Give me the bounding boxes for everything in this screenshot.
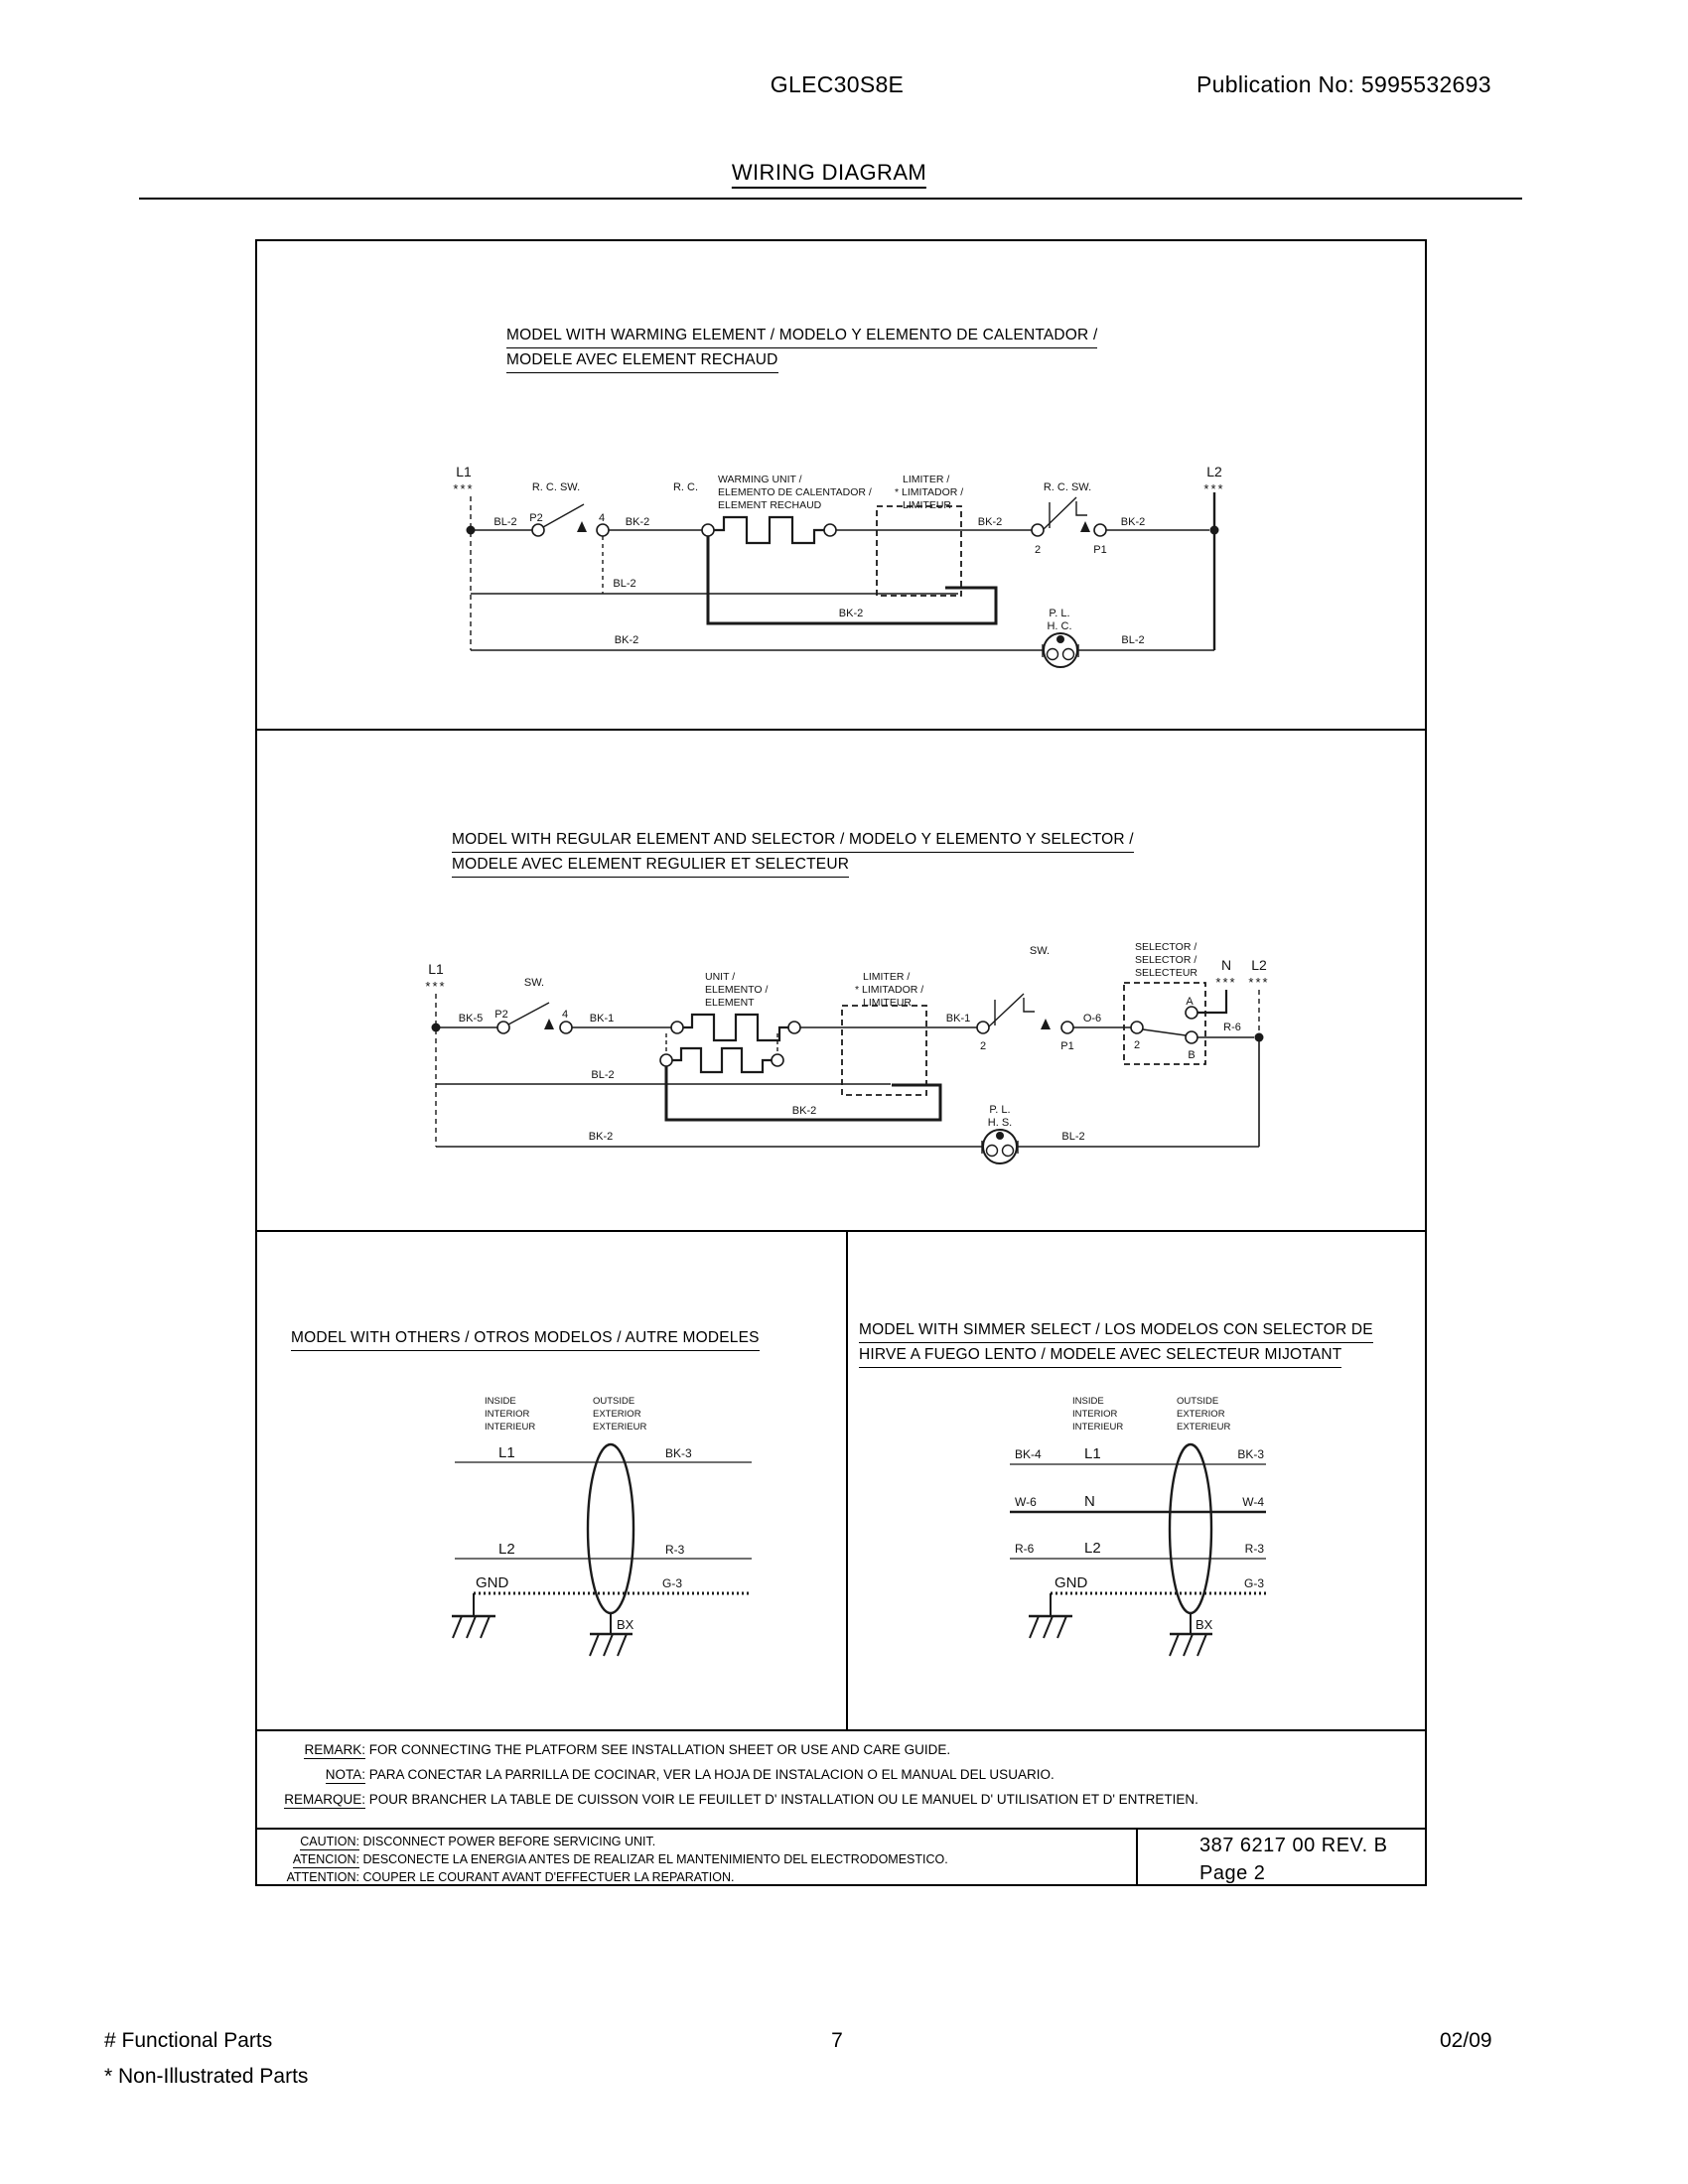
terminal-label-2: 2 xyxy=(1133,1039,1141,1051)
wire-label-r3: R-3 xyxy=(1244,1542,1264,1556)
switch-blade xyxy=(508,1003,549,1024)
selector-label-2: SELECTOR / xyxy=(1135,954,1197,966)
caution-label: CAUTION: xyxy=(300,1835,359,1848)
inside-label-2: INTERIOR xyxy=(485,1409,530,1420)
unit-label-2: ELEMENTO / xyxy=(705,984,769,996)
header-model: GLEC30S8E xyxy=(770,71,905,97)
nota-label: NOTA: xyxy=(325,1767,365,1782)
terminal-label-b: B xyxy=(1188,1049,1196,1061)
outside-label-2: EXTERIOR xyxy=(1177,1409,1225,1420)
wire-label-bl2: BL-2 xyxy=(1061,1131,1085,1143)
remark-row-3 xyxy=(260,1792,1198,1809)
circuit-regular-element-selector xyxy=(255,730,1427,1229)
wire-label-bl2: BL-2 xyxy=(613,578,636,590)
non-illustrated-marker: *** xyxy=(425,979,447,994)
non-illustrated-marker: *** xyxy=(1215,975,1237,990)
outside-label-3: EXTERIEUR xyxy=(1177,1422,1231,1433)
conduit-ellipse xyxy=(1170,1444,1211,1613)
wire-label-bk3: BK-3 xyxy=(1237,1447,1264,1461)
pilot-light-hs xyxy=(982,1130,1018,1163)
rc-label: R. C. xyxy=(672,481,698,493)
outside-label-2: EXTERIOR xyxy=(593,1409,641,1420)
selector-label-1: SELECTOR / xyxy=(1135,941,1197,953)
limiter-label-1: LIMITER / xyxy=(903,474,950,485)
element-lower-loop-symbol xyxy=(672,1048,772,1072)
terminal-label-4: 4 xyxy=(598,512,606,524)
wire-label-bk3: BK-3 xyxy=(665,1446,692,1460)
section3-left-title: MODEL WITH OTHERS / OTROS MODELOS / AUTRE MODELES xyxy=(291,1326,760,1351)
terminal-label-p2: P2 xyxy=(529,512,543,524)
switch-blade xyxy=(1044,497,1076,529)
inside-label-1: INSIDE xyxy=(1072,1396,1104,1407)
non-illustrated-marker: *** xyxy=(1248,975,1270,990)
wire-label-bk2: BK-2 xyxy=(1120,516,1146,528)
limiter-box xyxy=(877,506,961,596)
l1-node xyxy=(467,526,476,535)
docnum-divider xyxy=(1136,1828,1138,1884)
publication-number: Publication No: 5995532693 xyxy=(1196,71,1491,97)
terminal-label-p1: P1 xyxy=(1060,1040,1074,1052)
warming-unit-label-3: ELEMENT RECHAUD xyxy=(718,499,822,511)
ground-symbol xyxy=(452,1616,495,1638)
rc-switch-label: R. C. SW. xyxy=(531,481,581,493)
sheet-page-label: Page 2 xyxy=(1199,1862,1266,1884)
pilot-label-pl: P. L. xyxy=(989,1104,1011,1116)
bx-label: BX xyxy=(617,1617,634,1632)
wire-label-w4: W-4 xyxy=(1242,1495,1264,1509)
circuit-warming-element xyxy=(255,240,1427,727)
wires xyxy=(471,492,1214,650)
pilot-label-hs: H. S. xyxy=(987,1117,1013,1129)
pilot-label-pl: P. L. xyxy=(1049,608,1070,619)
warming-unit-label-2: ELEMENTO DE CALENTADOR / xyxy=(718,486,872,498)
line-label-gnd: GND xyxy=(476,1574,509,1591)
wire-label-bk5: BK-5 xyxy=(458,1013,484,1024)
switch-blade xyxy=(543,504,584,527)
unit-label-1: UNIT / xyxy=(705,971,736,983)
wire-code-labels xyxy=(1015,1445,1264,1632)
remark-text: FOR CONNECTING THE PLATFORM SEE INSTALLATION SHEET OR USE AND CARE GUIDE. xyxy=(368,1742,951,1757)
remarque-label: REMARQUE: xyxy=(284,1792,365,1807)
terminal-label-2: 2 xyxy=(979,1040,987,1052)
wire-label-bk2: BK-2 xyxy=(838,608,864,619)
caution-text: DISCONNECT POWER BEFORE SERVICING UNIT. xyxy=(362,1835,656,1848)
inside-label-3: INTERIEUR xyxy=(485,1422,536,1433)
footer-page-number: 7 xyxy=(831,2029,843,2052)
footer-non-illustrated-parts: * Non-Illustrated Parts xyxy=(104,2065,309,2088)
limiter-label-3: LIMITEUR xyxy=(903,499,952,511)
section1-title-line1: MODEL WITH WARMING ELEMENT / MODELO Y ELEMENTO DE CALENTADOR / xyxy=(506,324,1097,348)
nota-text: PARA CONECTAR LA PARRILLA DE COCINAR, VER LA HOJA DE INSTALACION O EL MANUAL DEL USUARIO. xyxy=(368,1767,1055,1782)
rc-switch-label: R. C. SW. xyxy=(1043,481,1092,493)
limiter-label-1: LIMITER / xyxy=(863,971,911,983)
limiter-label-3: LIMITEUR xyxy=(863,997,913,1009)
terminal-label-2: 2 xyxy=(1034,544,1042,556)
outside-label-1: OUTSIDE xyxy=(1177,1396,1219,1407)
limiter-label-2: * LIMITADOR / xyxy=(895,486,964,498)
page-title: WIRING DIAGRAM xyxy=(732,160,926,189)
wires xyxy=(455,1444,752,1634)
contact-marker xyxy=(544,1019,554,1029)
side-labels xyxy=(485,1396,647,1433)
hookup-others xyxy=(255,1231,844,1727)
document-number: 387 6217 00 REV. B xyxy=(1199,1835,1388,1856)
line-label-l2: L2 xyxy=(498,1541,515,1558)
wire-label-bk2: BK-2 xyxy=(625,516,650,528)
footer-functional-parts: # Functional Parts xyxy=(104,2029,273,2052)
remark-divider xyxy=(257,1729,1425,1731)
wire-code-labels xyxy=(476,1444,692,1632)
wire-label-bk2: BK-2 xyxy=(791,1105,817,1117)
ground-symbol xyxy=(590,1634,633,1656)
non-illustrated-marker: *** xyxy=(1203,481,1225,496)
element-symbol xyxy=(683,1015,788,1040)
selector-label-3: SELECTEUR xyxy=(1135,967,1198,979)
supply-label-l1: L1 xyxy=(428,961,444,977)
caution-row-1 xyxy=(260,1835,655,1850)
limiter-label-2: * LIMITADOR / xyxy=(855,984,924,996)
caution-divider xyxy=(257,1828,1425,1830)
pilot-light-hc xyxy=(1043,633,1078,667)
ground-symbol xyxy=(1029,1616,1072,1638)
switch-blade xyxy=(989,994,1024,1026)
terminal-label-a: A xyxy=(1186,996,1194,1008)
wire-label-bl2: BL-2 xyxy=(493,516,517,528)
pilot-label-hc: H. C. xyxy=(1047,620,1072,632)
caution-row-3 xyxy=(260,1870,734,1886)
caution-row-2 xyxy=(260,1852,948,1868)
contact-marker xyxy=(1041,1019,1051,1029)
wire-label-o6: O-6 xyxy=(1082,1013,1102,1024)
remark-row-2 xyxy=(260,1767,1055,1784)
wire-label-bk4: BK-4 xyxy=(1015,1447,1042,1461)
supply-label-l2: L2 xyxy=(1251,957,1267,973)
non-illustrated-marker: *** xyxy=(453,481,475,496)
ground-symbol xyxy=(1170,1634,1212,1656)
section2-title-line1: MODEL WITH REGULAR ELEMENT AND SELECTOR / MODELO Y ELEMENTO Y SELECTOR / xyxy=(452,828,1134,853)
component-labels xyxy=(718,474,963,511)
wire-label-bl2: BL-2 xyxy=(591,1069,615,1081)
conduit-ellipse xyxy=(588,1444,633,1613)
line-label-n: N xyxy=(1084,1493,1095,1510)
terminal-label-4: 4 xyxy=(561,1009,569,1021)
header-rule xyxy=(139,198,1522,200)
supply-label-n: N xyxy=(1220,957,1232,973)
line-label-l1: L1 xyxy=(1084,1445,1101,1462)
selector-blade xyxy=(1143,1029,1186,1035)
l2-node xyxy=(1255,1033,1264,1042)
bx-label: BX xyxy=(1196,1617,1213,1632)
wire-label-bk2: BK-2 xyxy=(588,1131,614,1143)
hookup-simmer-select xyxy=(846,1231,1427,1727)
contact-marker xyxy=(1080,521,1090,532)
section2-title-line2: MODELE AVEC ELEMENT REGULIER ET SELECTEUR xyxy=(452,853,849,878)
side-labels xyxy=(1072,1396,1231,1433)
section3-right-title-line1: MODEL WITH SIMMER SELECT / LOS MODELOS CON SELECTOR DE xyxy=(859,1318,1373,1343)
attention-label: ATTENTION: xyxy=(286,1870,359,1884)
section3-right-title-line2: HIRVE A FUEGO LENTO / MODELE AVEC SELECTEUR MIJOTANT xyxy=(859,1343,1341,1368)
l1-node xyxy=(432,1024,441,1032)
wire-label-r6: R-6 xyxy=(1223,1022,1241,1033)
line-label-gnd: GND xyxy=(1055,1574,1088,1591)
wires xyxy=(436,983,1259,1147)
atencion-text: DESCONECTE LA ENERGIA ANTES DE REALIZAR EL MANTENIMIENTO DEL ELECTRODOMESTICO. xyxy=(362,1852,948,1866)
supply-label-l2: L2 xyxy=(1206,464,1222,479)
inside-label-3: INTERIEUR xyxy=(1072,1422,1124,1433)
supply-label-l1: L1 xyxy=(456,464,472,479)
outside-label-1: OUTSIDE xyxy=(593,1396,635,1407)
line-label-l2: L2 xyxy=(1084,1540,1101,1557)
wire-label-w6: W-6 xyxy=(1015,1495,1037,1509)
footer-date: 02/09 xyxy=(1440,2029,1492,2052)
wire-label-bk2: BK-2 xyxy=(614,634,639,646)
remarque-text: POUR BRANCHER LA TABLE DE CUISSON VOIR LE FEUILLET D' INSTALLATION OU LE MANUEL D' UTILISATION ET D' ENTRETIEN. xyxy=(368,1792,1198,1807)
switch-label: SW. xyxy=(1029,945,1051,957)
n-lead xyxy=(1197,990,1226,1013)
remark-label: REMARK: xyxy=(304,1742,365,1757)
wires xyxy=(1010,1444,1266,1634)
attention-text: COUPER LE COURANT AVANT D'EFFECTUER LA REPARATION. xyxy=(362,1870,735,1884)
inside-label-1: INSIDE xyxy=(485,1396,516,1407)
terminal-label-p1: P1 xyxy=(1093,544,1107,556)
wire-label-g3: G-3 xyxy=(1243,1576,1264,1590)
outside-label-3: EXTERIEUR xyxy=(593,1422,647,1433)
wire-label-r6: R-6 xyxy=(1015,1542,1035,1556)
wire-label-g3: G-3 xyxy=(662,1576,683,1590)
line-label-l1: L1 xyxy=(498,1444,515,1461)
warming-unit-label-1: WARMING UNIT / xyxy=(718,474,802,485)
wire-label-bk1: BK-1 xyxy=(945,1013,971,1024)
wire-label-bk1: BK-1 xyxy=(589,1013,615,1024)
unit-label-3: ELEMENT xyxy=(705,997,755,1009)
warming-element-symbol xyxy=(714,517,824,543)
section1-title-line2: MODELE AVEC ELEMENT RECHAUD xyxy=(506,348,778,373)
contact-marker xyxy=(577,521,587,532)
limiter-box xyxy=(842,1006,926,1095)
wire-label-r3: R-3 xyxy=(665,1543,685,1557)
inside-label-2: INTERIOR xyxy=(1072,1409,1118,1420)
terminal-label-p2: P2 xyxy=(494,1009,508,1021)
l2-node xyxy=(1210,526,1219,535)
remark-row-1 xyxy=(260,1742,950,1759)
switch-label: SW. xyxy=(523,977,545,989)
wire-label-bk2: BK-2 xyxy=(977,516,1003,528)
atencion-label: ATENCION: xyxy=(292,1852,359,1866)
wire-label-bl2: BL-2 xyxy=(1121,634,1145,646)
